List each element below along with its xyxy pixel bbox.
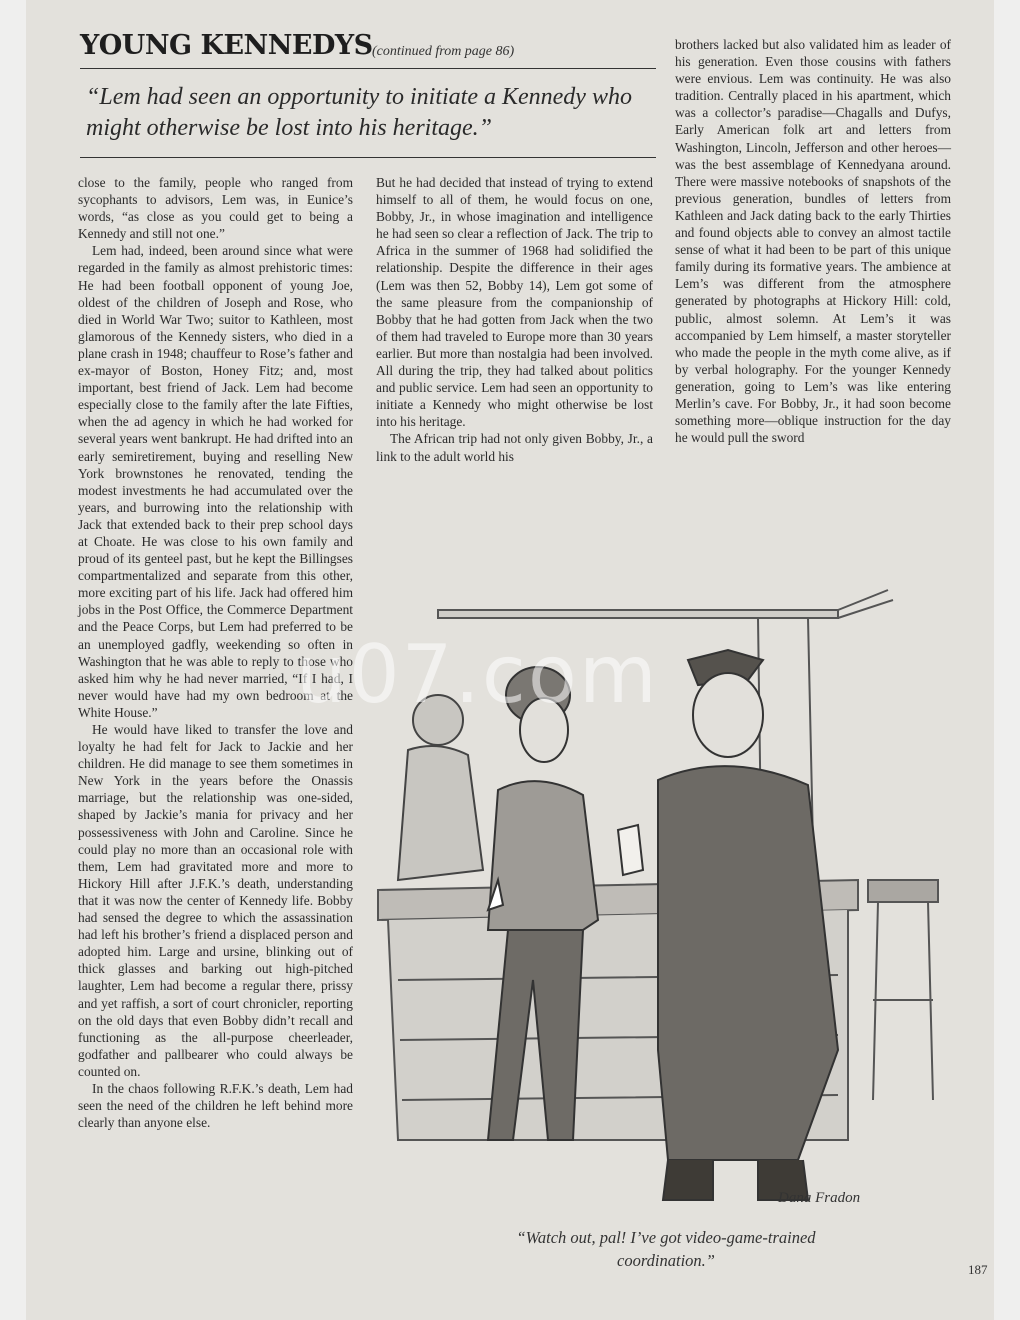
text-column-2 bbox=[376, 174, 653, 465]
paragraph: He would have liked to transfer the love and loyalty he had felt for Jack to Jackie and her children. He did manage to see them sometimes in New York in the years before the Onassis marriage, but the relationship was one-sided, shaped by Jackie’s mania for privacy and her possessiveness with John and Caroline. Since he could play no more than an occasional role with them, Lem had gravitated more and more to Hickory Hill after J.F.K.’s death, understanding that it was now the center of Kennedy life. Bobby had sensed the degree to which the assassination had left his brother’s friend a displaced person and adopted him. Large and ursine, blinking out of thick glasses and barking out high-pitched laughter, Lem had become a regular there, prissy and yet raffish, a sort of court chronicler, reporting on the old days that even Bobby didn’t recall and functioning as the all-purpose cheerleader, godfather and pallbearer who could always be counted on. bbox=[78, 722, 353, 1079]
paragraph: brothers lacked but also validated him as leader of his generation. Even those cousins with fathers were envious. Lem was continuity. He was also tradition. Centrally placed in his apartment, which was a collector’s paradise—Chagalls and Dufys, Early American folk art and letters from Washington, Lincoln, Jefferson and other heroes—was the best assemblage of Kennedyana around. There were massive notebooks of snapshots of the previous generation, bundles of letters from Kathleen and Jack dating back to the early Thirties and found objects able to convey an almost tactile sense of what it had been to be part of this unique family during its formative years. The ambience at Lem’s was different from the atmosphere generated by photographs at Hickory Hill: cold, public, almost solemn. At Lem’s it was accompanied by Lem himself, a master storyteller who made the people in the myth come alive, as if by verbal holography. For the younger Kennedy generation, going to Lem’s was like entering Merlin’s cave. For Bobby, Jr., it had soon become something more—oblique instruction for the day he would pull the sword bbox=[675, 37, 951, 446]
paragraph: Lem had, indeed, been around since what were regarded in the family as almost prehistoric times: He had been football opponent of young Joe, oldest of the children of Joseph and Rose, who died in World War Two; suitor to Kathleen, most glamorous of the Kennedy sisters, who died in a plane crash in 1948; chauffeur to Rose’s father and ex-mayor of Boston, Honey Fitz; and, most important, best friend of Jack. Lem had become especially close to the family after the late Fifties, when the ad agency in which he had worked for several years went bankrupt. He had drifted into an early semiretirement, buying and reselling New York brownstones he renovated, tending the modest investments he had accumulated over the years, and burrowing into the relationship with Jack that extended back to their prep school days at Choate. He was close to his own family and proud of its genteel past, but he kept the Billingses compartmentalized and separate from this other, more exciting part of his life. Jack had offered him jobs in the Post Office, the Commerce Department and the Peace Corps, but Lem had preferred to be an unemployed gadfly, weekending so often in Washington that he was able to reply to those who asked him why he had never married, “If I had, I never would have had my own bedroom at the White House.” bbox=[78, 243, 353, 720]
pull-quote: “Lem had seen an opportunity to initiate a Kennedy who might otherwise be lost into his heritage.” bbox=[86, 84, 632, 141]
article-headline: YOUNG KENNEDYS bbox=[80, 30, 373, 61]
headline-rule bbox=[80, 68, 656, 69]
paragraph: But he had decided that instead of trying to extend himself to all of them, he would focus on one, Bobby, Jr., in whose imagination and intelligence he had seen so clear a reflection of Jack. The trip to Africa in the summer of 1968 had solidified the relationship. Despite the difference in their ages (Lem was then 52, Bobby 14), Lem got some of the same pleasure from the companionship of Bobby that he had gotten from Jack when the two of them had traveled to Europe more than 30 years earlier. But more than nostalgia had been involved. All during the trip, they had talked about politics and public service. Lem had seen an opportunity to initiate a Kennedy who might otherwise be lost into his heritage. bbox=[376, 175, 653, 430]
artist-signature: Dana Fradon bbox=[778, 1190, 861, 1206]
text-column-1 bbox=[78, 174, 353, 1131]
paragraph: close to the family, people who ranged from sycophants to advisors, Lem was, in Eunice’s words, “as close as you could get to being a Kennedy and still not one.” bbox=[78, 175, 353, 242]
paragraph: The African trip had not only given Bobby, Jr., a link to the adult world his bbox=[376, 431, 653, 464]
page-number: 187 bbox=[968, 1262, 988, 1277]
bartender-figure bbox=[398, 695, 483, 880]
watermark: u07.com bbox=[296, 628, 659, 721]
text-column-3 bbox=[675, 36, 951, 446]
pull-quote-rule bbox=[80, 157, 656, 158]
bar-stool bbox=[868, 880, 938, 1100]
caption-line: “Watch out, pal! I’ve got video-game-trained bbox=[516, 1228, 816, 1247]
continued-note: (continued from page 86) bbox=[372, 44, 515, 59]
paragraph: In the chaos following R.F.K.’s death, Lem had seen the need of the children he left behind more clearly than anyone else. bbox=[78, 1080, 353, 1131]
cartoon-illustration bbox=[368, 580, 948, 1220]
cartoon-caption bbox=[456, 1226, 876, 1272]
caption-line: coordination.” bbox=[617, 1251, 715, 1270]
